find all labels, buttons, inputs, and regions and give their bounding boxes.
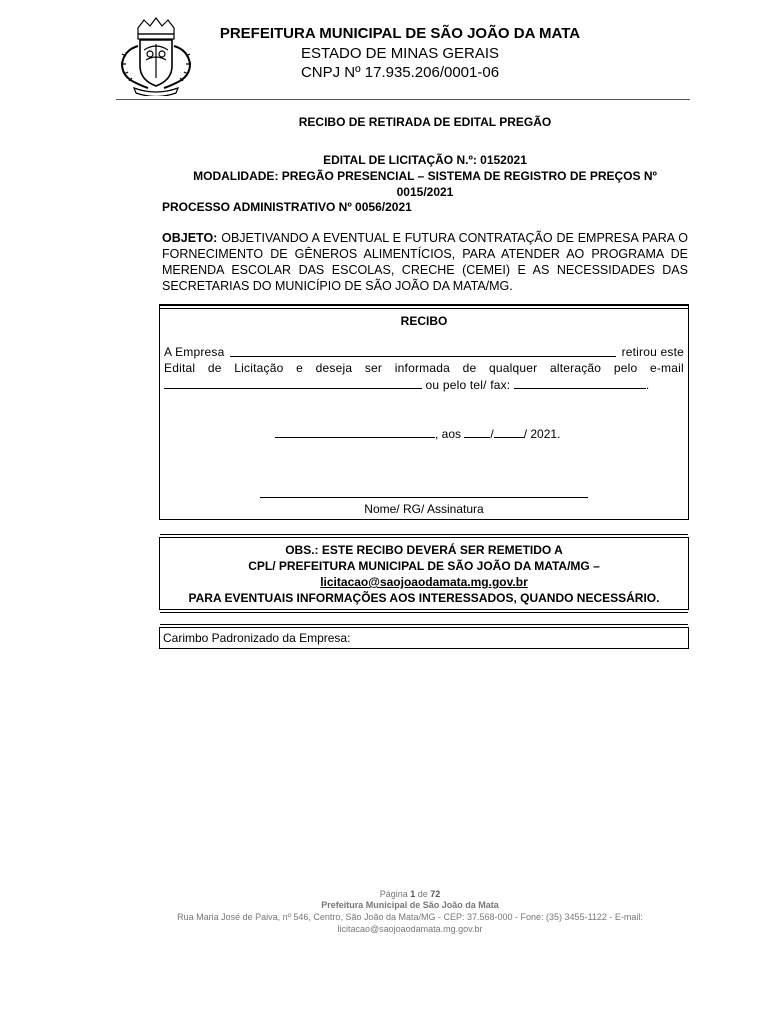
recibo-form [164, 344, 684, 393]
empresa-label: A Empresa [164, 345, 225, 359]
line2-w11: e-mail [649, 361, 684, 375]
edital-number: EDITAL DE LICITAÇÃO N.º: 0152021 [323, 153, 527, 167]
line2-w3: e [296, 361, 303, 375]
carimbo-label: Carimbo Padronizado da Empresa: [163, 631, 351, 645]
document-title: RECIBO DE RETIRADA DE EDITAL PREGÃO [298, 115, 552, 129]
processo-administrativo: PROCESSO ADMINISTRATIVO Nº 0056/2021 [162, 200, 412, 214]
retirou-label: retirou este [621, 345, 684, 359]
recibo-box [159, 308, 689, 520]
objeto-text: OBJETIVANDO A EVENTUAL E FUTURA CONTRATAÇÃO DE EMPRESA PARA O FORNECIMENTO DE GÊNEROS ALIMENTÍCIOS, PARA ATENDER AO PROGRAMA DE MERENDA ESCOLAR DAS ESCOLAS, CRECHE (CEMEI) E AS NECESSIDADES DAS SECRETARIAS DO MUNICÍPIO DE SÃO JOÃO DA MATA/MG. [162, 231, 688, 293]
line2-w9: alteração [550, 361, 602, 375]
header-state: ESTADO DE MINAS GERAIS [300, 45, 500, 62]
line2-w5: ser [364, 361, 383, 375]
page-mid: de [417, 889, 428, 899]
line2-w10: pelo [613, 361, 638, 375]
page-total: 72 [430, 889, 441, 899]
phone-label: ou pelo tel/ fax: [425, 378, 511, 392]
contact-row: ou pelo tel/ fax: . [164, 376, 684, 393]
month-field[interactable] [494, 425, 524, 438]
line2-w0: Edital [164, 361, 196, 375]
header-cnpj: CNPJ Nº 17.935.206/0001-06 [300, 64, 500, 81]
header-title: PREFEITURA MUNICIPAL DE SÃO JOÃO DA MATA [219, 25, 581, 42]
obs-line-2: CPL/ PREFEITURA MUNICIPAL DE SÃO JOÃO DA MATA/MG – [248, 559, 600, 573]
recibo-heading: RECIBO [400, 314, 448, 328]
aos-label: , aos [435, 427, 462, 441]
line2-w6: informada [394, 361, 450, 375]
obs-line-1: OBS.: ESTE RECIBO DEVERÁ SER REMETIDO A [285, 543, 563, 557]
empresa-row [164, 344, 684, 360]
phone-field[interactable] [514, 376, 646, 389]
line2-w1: de [207, 361, 222, 375]
date-row: , aos / / 2021. [275, 425, 560, 441]
empresa-field[interactable] [230, 344, 616, 357]
coat-of-arms-icon [116, 16, 196, 96]
line2-w2: Licitação [234, 361, 284, 375]
obs-line-4: PARA EVENTUAIS INFORMAÇÕES AOS INTERESSADOS, QUANDO NECESSÁRIO. [188, 591, 660, 605]
signature-line[interactable] [260, 497, 588, 498]
carimbo-box [159, 627, 689, 649]
edital-email-row [164, 360, 684, 376]
header-divider [116, 99, 690, 100]
modalidade: MODALIDADE: PREGÃO PRESENCIAL – SISTEMA DE REGISTRO DE PREÇOS Nº [193, 169, 657, 183]
day-field[interactable] [464, 425, 490, 438]
edital-block [162, 152, 688, 200]
obs-text [160, 542, 688, 606]
page-prefix: Página [379, 889, 408, 899]
year-label: / 2021. [523, 427, 561, 441]
modalidade-number: 0015/2021 [396, 185, 454, 199]
objeto-paragraph [162, 230, 688, 294]
obs-box [159, 537, 689, 610]
footer-email: licitacao@saojoaodamata.mg.gov.br [337, 924, 483, 934]
signature-label: Nome/ RG/ Assinatura [364, 502, 484, 516]
footer-address: Rua Maria José de Paiva, nº 546, Centro, São João da Mata/MG - CEP: 37.568-000 - Fone: (35) 3455-1122 - E-mail: [177, 912, 643, 922]
obs-email-link[interactable]: licitacao@saojoaodamata.mg.gov.br [320, 575, 528, 589]
footer-org: Prefeitura Municipal de São João da Mata [321, 900, 499, 910]
line2-w7: de [462, 361, 477, 375]
page-current: 1 [410, 889, 416, 899]
line2-w4: deseja [315, 361, 353, 375]
city-field[interactable] [275, 425, 435, 438]
objeto-label: OBJETO: [162, 231, 218, 245]
line2-w8: qualquer [489, 361, 538, 375]
email-field[interactable] [164, 376, 422, 389]
